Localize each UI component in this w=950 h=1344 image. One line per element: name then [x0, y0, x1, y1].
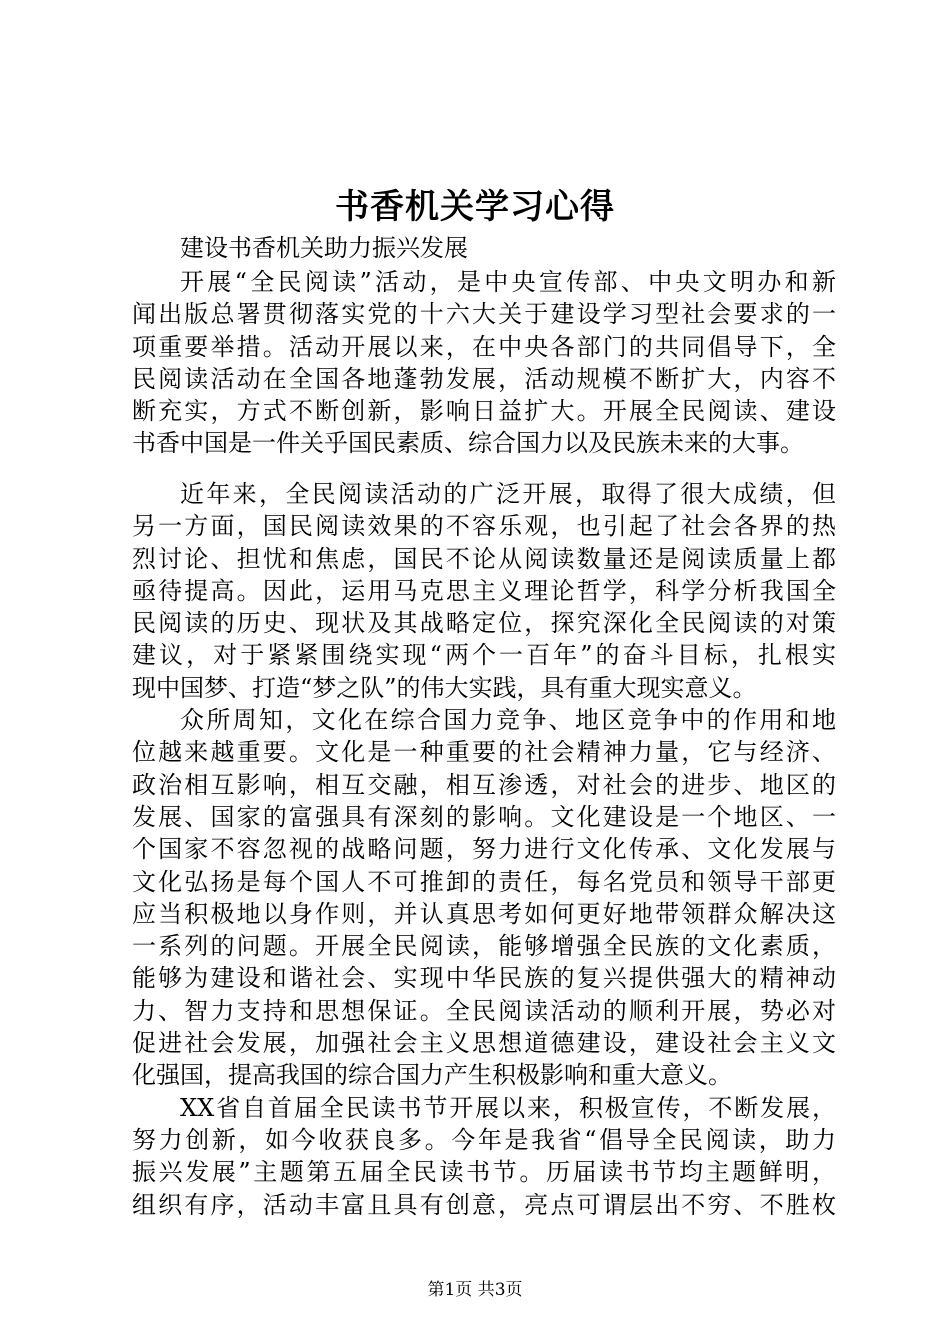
paragraph-line: 能够为建设和谐社会、实现中华民族的复兴提供强大的精神动: [132, 964, 836, 993]
paragraph-line: 亟待提高。因此，运用马克思主义理论哲学，科学分析我国全: [132, 576, 836, 605]
document-title: 书香机关学习心得: [335, 187, 615, 227]
paragraph-line: 书香中国是一件关乎国民素质、综合国力以及民族未来的大事。: [132, 429, 804, 458]
paragraph-line: 断充实，方式不断创新，影响日益扩大。开展全民阅读、建设: [132, 397, 836, 426]
paragraph-line: 文化弘扬是每个国人不可推卸的责任，每名党员和领导干部更: [132, 867, 836, 896]
page-footer: 第1页 共3页: [427, 1280, 523, 1300]
document-subtitle: 建设书香机关助力振兴发展: [180, 234, 468, 262]
paragraph-line: 组织有序，活动丰富且具有创意，亮点可谓层出不穷、不胜枚: [132, 1190, 836, 1219]
paragraph-line: 应当积极地以身作则，并认真思考如何更好地带领群众解决这: [132, 899, 836, 928]
paragraph-line: XX省自首届全民读书节开展以来，积极宣传，不断发展，: [180, 1093, 836, 1122]
paragraph-line: 振兴发展”主题第五届全民读书节。历届读书节均主题鲜明，: [132, 1158, 836, 1187]
paragraph-line: 闻出版总署贯彻落实党的十六大关于建设学习型社会要求的一: [132, 300, 836, 329]
paragraph-line: 政治相互影响，相互交融，相互渗透，对社会的进步、地区的: [132, 770, 836, 799]
paragraph-line: 位越来越重要。文化是一种重要的社会精神力量，它与经济、: [132, 738, 836, 767]
paragraph-line: 现中国梦、打造“梦之队”的伟大实践，具有重大现实意义。: [132, 673, 757, 702]
paragraph-line: 众所周知，文化在综合国力竞争、地区竞争中的作用和地: [180, 706, 836, 735]
paragraph-line: 另一方面，国民阅读效果的不容乐观，也引起了社会各界的热: [132, 512, 836, 541]
paragraph-line: 个国家不容忽视的战略问题，努力进行文化传承、文化发展与: [132, 835, 836, 864]
paragraph-line: 化强国，提高我国的综合国力产生积极影响和重大意义。: [132, 1061, 732, 1090]
paragraph-line: 力、智力支持和思想保证。全民阅读活动的顺利开展，势必对: [132, 996, 836, 1025]
paragraph-line: 开展“全民阅读”活动，是中央宣传部、中央文明办和新: [180, 268, 836, 296]
paragraph-line: 发展、国家的富强具有深刻的影响。文化建设是一个地区、一: [132, 802, 836, 831]
paragraph-line: 近年来，全民阅读活动的广泛开展，取得了很大成绩，但: [180, 480, 836, 508]
paragraph-line: 民阅读的历史、现状及其战略定位，探究深化全民阅读的对策: [132, 609, 836, 638]
paragraph-block-2: [132, 478, 836, 1221]
paragraph-line: 促进社会发展，加强社会主义思想道德建设，建设社会主义文: [132, 1029, 836, 1058]
paragraph-line: 烈讨论、担忧和焦虑，国民不论从阅读数量还是阅读质量上都: [132, 544, 836, 573]
paragraph-line: 建议，对于紧紧围绕实现“两个一百年”的奋斗目标，扎根实: [132, 641, 836, 670]
paragraph-block-1: [132, 266, 836, 460]
paragraph-line: 项重要举措。活动开展以来，在中央各部门的共同倡导下，全: [132, 332, 836, 361]
paragraph-line: 努力创新，如今收获良多。今年是我省“倡导全民阅读，助力: [132, 1125, 836, 1154]
paragraph-line: 民阅读活动在全国各地蓬勃发展，活动规模不断扩大，内容不: [132, 364, 836, 393]
paragraph-line: 一系列的问题。开展全民阅读，能够增强全民族的文化素质，: [132, 932, 836, 961]
